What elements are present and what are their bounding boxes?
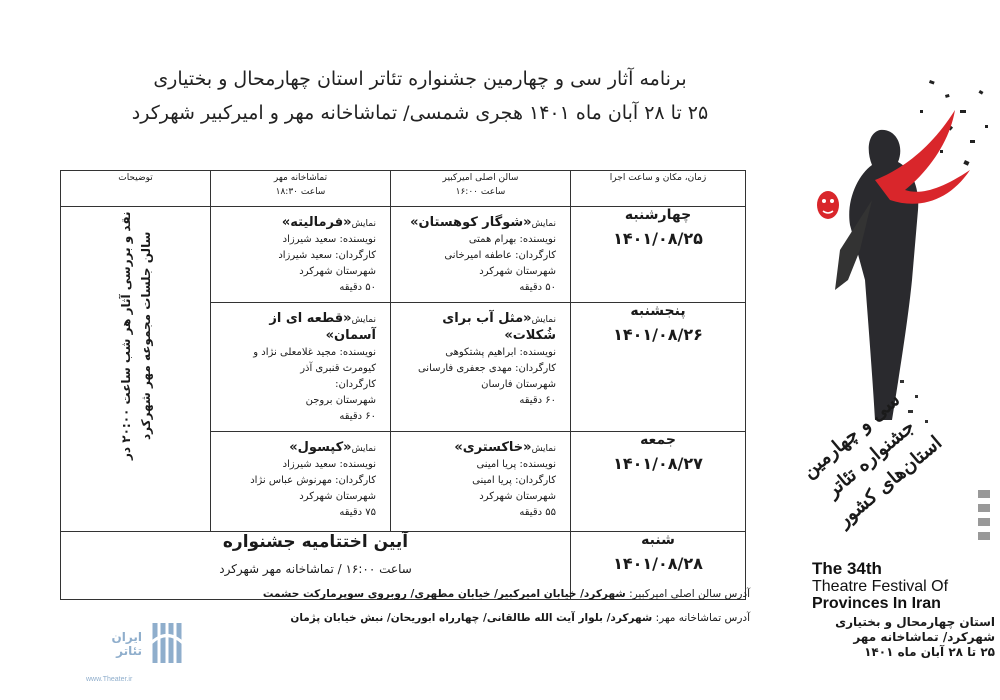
show-cell	[211, 432, 391, 532]
festival-fa-line-2: شهرکرد/ تماشاخانه مهر	[853, 630, 995, 644]
show-city: شهرستان فارسان	[481, 379, 556, 390]
partner-logo-icon	[978, 518, 990, 526]
partner-logo-icon	[978, 532, 990, 540]
page-header	[60, 62, 780, 130]
partner-logo-icon	[978, 504, 990, 512]
address-label: آدرس تماشاخانه مهر:	[655, 612, 750, 624]
iran-theater-logo	[72, 618, 192, 678]
header-notes: توضیحات	[61, 171, 211, 207]
address-value: شهرکرد/ خیابان امیرکبیر/ خیابان مطهری/ روبروی سوپرمارکت حشمت	[262, 588, 626, 600]
closing-title: آیین اختتامیه جشنواره	[222, 532, 409, 552]
show-duration: ۶۰ دقیقه	[339, 411, 376, 422]
day-date: ۱۴۰۱/۰۸/۲۸	[613, 554, 703, 573]
show-cell	[211, 303, 391, 432]
show-duration: ۵۰ دقیقه	[339, 282, 376, 293]
logo-name: ایران تئاتر	[111, 630, 142, 658]
festival-persian-info	[800, 615, 995, 660]
festival-fa-line-3: ۲۵ تا ۲۸ آبان ماه ۱۴۰۱	[864, 645, 995, 659]
festival-number: The 34th	[812, 559, 882, 578]
day-cell	[571, 303, 746, 432]
venue2-name: تماشاخانه مهر	[273, 173, 328, 183]
show-title: نمایش«مثل آب برای شُکلات»	[442, 311, 556, 343]
show-title: نمایش«کپسول»	[289, 440, 376, 455]
show-cell	[391, 432, 571, 532]
show-director: کارگردان: مهدی جعفری فارسانی	[417, 363, 556, 374]
show-city: شهرستان شهرکرد	[479, 266, 556, 277]
show-writer: نویسنده: سعید شیرزاد	[282, 459, 376, 470]
address-value: شهرکرد/ بلوار آیت الله طالقانی/ چهارراه ابوریحان/ نبش خیابان پژمان	[290, 612, 653, 624]
show-director: کارگردان: سعید شیرزاد	[278, 250, 376, 261]
partner-logo-icon	[978, 490, 990, 498]
day-name: شنبه	[641, 532, 675, 548]
show-cell	[391, 207, 571, 303]
address-amirkabir	[220, 588, 750, 600]
venue1-name: سالن اصلی امیرکبیر	[442, 173, 519, 183]
table-row	[61, 207, 746, 303]
show-director: کارگردان: پریا امینی	[472, 475, 556, 486]
show-writer: نویسنده: ابراهیم پشتکوهی	[445, 347, 556, 358]
show-duration: ۵۰ دقیقه	[519, 282, 556, 293]
show-title: نمایش«فرمالیته»	[281, 215, 376, 230]
notes-text: نقد و بررسی آثار هر شب ساعت ۲۰:۰۰ در سالن جلسات مجموعه مهر شهرکرد	[118, 211, 153, 461]
header-venue-mehr	[211, 171, 391, 207]
logo-url[interactable]: www.Theater.ir	[86, 676, 133, 683]
show-city: شهرستان بروجن	[305, 395, 376, 406]
show-city: شهرستان شهرکرد	[299, 491, 376, 502]
notes-cell	[61, 207, 211, 532]
festival-line-2: Theatre Festival Of	[812, 578, 949, 595]
address-label: آدرس سالن اصلی امیرکبیر:	[629, 588, 750, 600]
show-city: شهرستان شهرکرد	[479, 491, 556, 502]
show-director: کارگردان:	[335, 379, 376, 390]
show-director: کارگردان: مهرنوش عباس نژاد	[250, 475, 376, 486]
day-date: ۱۴۰۱/۰۸/۲۶	[613, 325, 703, 344]
header-line-2: ۲۵ تا ۲۸ آبان ماه ۱۴۰۱ هجری شمسی/ تماشاخانه مهر و امیرکبیر شهرکرد	[131, 102, 709, 124]
closing-subtitle: ساعت ۱۶:۰۰ / تماشاخانه مهر شهرکرد	[219, 562, 412, 576]
day-date: ۱۴۰۱/۰۸/۲۷	[613, 454, 703, 473]
show-writer: نویسنده: مجید غلامعلی نژاد و کیومرث قنبری آذر	[253, 347, 376, 374]
day-name: پنجشنبه	[630, 303, 686, 319]
show-writer: نویسنده: بهرام همتی	[468, 234, 556, 245]
show-cell	[391, 303, 571, 432]
schedule-table	[60, 170, 746, 600]
show-title: نمایش«قطعه ای از آسمان»	[269, 311, 376, 343]
day-name: جمعه	[640, 432, 676, 448]
day-name: چهارشنبه	[624, 207, 692, 223]
header-venue-amirkabir	[391, 171, 571, 207]
show-title: نمایش«شوگار کوهستان»	[410, 215, 556, 230]
show-writer: نویسنده: پریا امینی	[476, 459, 556, 470]
iran-theater-logo-icon	[147, 618, 187, 668]
show-director: کارگردان: عاطفه امیرخانی	[444, 250, 556, 261]
show-cell	[211, 207, 391, 303]
festival-english-title	[812, 560, 992, 612]
show-duration: ۷۵ دقیقه	[339, 507, 376, 518]
show-city: شهرستان شهرکرد	[299, 266, 376, 277]
show-duration: ۵۵ دقیقه	[519, 507, 556, 518]
show-title: نمایش«خاکستری»	[454, 440, 556, 455]
header-time-place: زمان، مکان و ساعت اجرا	[571, 171, 746, 207]
venue1-time: ساعت ۱۶:۰۰	[455, 187, 506, 197]
header-line-1: برنامه آثار سی و چهارمین جشنواره تئاتر استان چهارمحال و بختیاری	[153, 68, 687, 90]
address-mehr	[220, 612, 750, 624]
venue2-time: ساعت ۱۸:۳۰	[275, 187, 326, 197]
show-writer: نویسنده: سعید شیرزاد	[282, 234, 376, 245]
table-header-row	[61, 171, 746, 207]
day-date: ۱۴۰۱/۰۸/۲۵	[613, 229, 703, 248]
day-cell	[571, 432, 746, 532]
poster-calligraphy: سی و چهارمین جشنواره تئاتر استان‌های کشور	[798, 388, 947, 532]
festival-fa-line-1: استان چهارمحال و بختیاری	[835, 615, 995, 629]
show-duration: ۶۰ دقیقه	[519, 395, 556, 406]
day-cell	[571, 207, 746, 303]
festival-line-3: Provinces In Iran	[812, 595, 941, 612]
partner-logos	[978, 490, 992, 560]
